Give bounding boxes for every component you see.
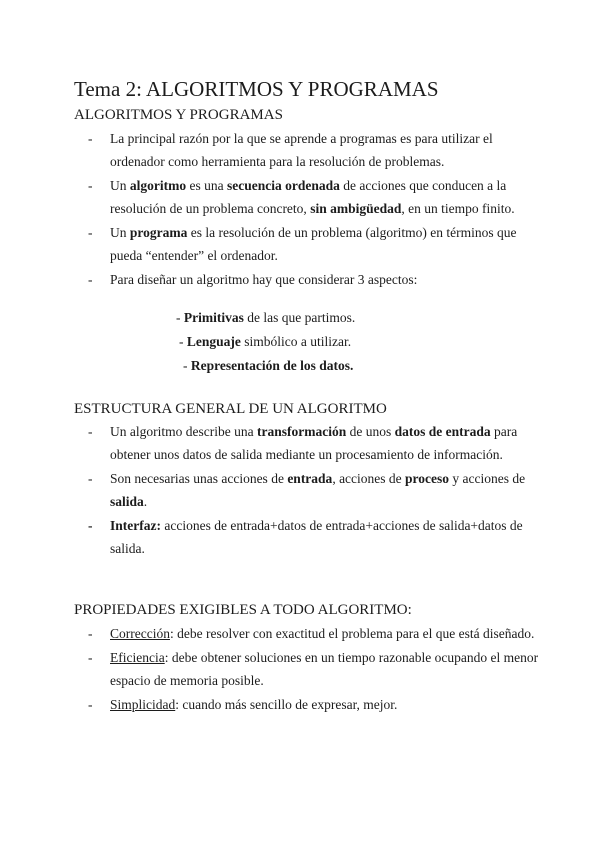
item-text: Un bbox=[110, 178, 130, 193]
item-text: es una bbox=[186, 178, 227, 193]
aspect-term: Lenguaje bbox=[186, 334, 241, 349]
term-interfaz: Interfaz: bbox=[110, 518, 161, 533]
aspect-text: simbólico a utilizar. bbox=[240, 334, 352, 349]
list-item bbox=[74, 420, 544, 466]
estructura-list bbox=[74, 420, 544, 561]
item-text: : cuando más sencillo de expresar, mejor. bbox=[175, 697, 398, 712]
item-text: La principal razón por la que se aprende a programas es para utilizar el ordenador como herramienta para la resolución de problemas. bbox=[110, 131, 493, 169]
bullet-dash: - bbox=[88, 272, 93, 287]
aspect-representacion bbox=[183, 356, 353, 376]
term-datos-de-entrada: datos de entrada bbox=[394, 424, 491, 439]
list-item bbox=[74, 514, 544, 560]
section-heading-estructura: ESTRUCTURA GENERAL DE UN ALGORITMO bbox=[74, 401, 387, 417]
item-text: Son necesarias unas acciones de bbox=[110, 471, 288, 486]
aspect-lenguaje bbox=[179, 332, 351, 352]
item-text: y acciones de bbox=[449, 471, 526, 486]
term-entrada: entrada bbox=[287, 471, 333, 486]
term-algoritmo: algoritmo bbox=[129, 178, 187, 193]
aspect-dash: - bbox=[179, 334, 187, 349]
bullet-dash: - bbox=[88, 518, 93, 533]
term-proceso: proceso bbox=[405, 471, 450, 486]
term-simplicidad: Simplicidad bbox=[110, 697, 176, 712]
item-text: es la resolución de un problema (algoritmo) en términos que pueda “entender” el ordenador. bbox=[110, 225, 517, 263]
bullet-dash: - bbox=[88, 626, 93, 641]
item-text: : debe resolver con exactitud el problema para el que está diseñado. bbox=[169, 626, 535, 641]
term-secuencia-ordenada: secuencia ordenada bbox=[227, 178, 340, 193]
list-item bbox=[74, 693, 544, 716]
item-text: de acciones que conducen a la resolución de un problema concreto, bbox=[110, 178, 507, 216]
list-item bbox=[74, 467, 544, 513]
bullet-dash: - bbox=[88, 697, 93, 712]
aspect-term: Representación de los datos. bbox=[190, 358, 354, 373]
bullet-dash: - bbox=[88, 424, 93, 439]
item-text: . bbox=[143, 494, 148, 509]
bullet-dash: - bbox=[88, 178, 93, 193]
bullet-dash: - bbox=[88, 131, 93, 146]
term-programa: programa bbox=[129, 225, 188, 240]
page-title: Tema 2: ALGORITMOS Y PROGRAMAS bbox=[74, 77, 439, 101]
term-transformacion: transformación bbox=[256, 424, 347, 439]
list-item bbox=[74, 127, 544, 173]
term-sin-ambiguedad: sin ambigüedad bbox=[310, 201, 402, 216]
propiedades-list bbox=[74, 622, 544, 717]
bullet-dash: - bbox=[88, 225, 93, 240]
term-correccion: Corrección bbox=[110, 626, 170, 641]
term-salida: salida bbox=[110, 494, 144, 509]
item-text: de unos bbox=[346, 424, 395, 439]
item-text: Un algoritmo describe una bbox=[110, 424, 257, 439]
item-text: : debe obtener soluciones en un tiempo razonable ocupando el menor espacio de memoria posible. bbox=[110, 650, 539, 688]
list-item bbox=[74, 174, 544, 220]
aspect-dash: - bbox=[183, 358, 191, 373]
section-heading-algoritmos: ALGORITMOS Y PROGRAMAS bbox=[74, 107, 283, 123]
section-heading-propiedades: PROPIEDADES EXIGIBLES A TODO ALGORITMO: bbox=[74, 602, 412, 618]
item-text: para obtener unos datos de salida mediante un procesamiento de información. bbox=[110, 424, 518, 462]
bullet-dash: - bbox=[88, 650, 93, 665]
list-item bbox=[74, 622, 544, 645]
aspect-primitivas bbox=[176, 308, 355, 328]
item-text: Para diseñar un algoritmo hay que considerar 3 aspectos: bbox=[110, 272, 418, 287]
item-text: Un bbox=[110, 225, 130, 240]
list-item bbox=[74, 268, 544, 291]
aspect-text: de las que partimos. bbox=[243, 310, 356, 325]
bullet-dash: - bbox=[88, 471, 93, 486]
term-eficiencia: Eficiencia bbox=[110, 650, 165, 665]
aspect-term: Primitivas bbox=[183, 310, 244, 325]
item-text: , acciones de bbox=[332, 471, 406, 486]
aspect-dash: - bbox=[176, 310, 184, 325]
item-text: acciones de entrada+datos de entrada+acciones de salida+datos de salida. bbox=[110, 518, 523, 556]
list-item bbox=[74, 646, 544, 692]
algoritmos-list bbox=[74, 127, 544, 292]
list-item bbox=[74, 221, 544, 267]
item-text: , en un tiempo finito. bbox=[401, 201, 515, 216]
